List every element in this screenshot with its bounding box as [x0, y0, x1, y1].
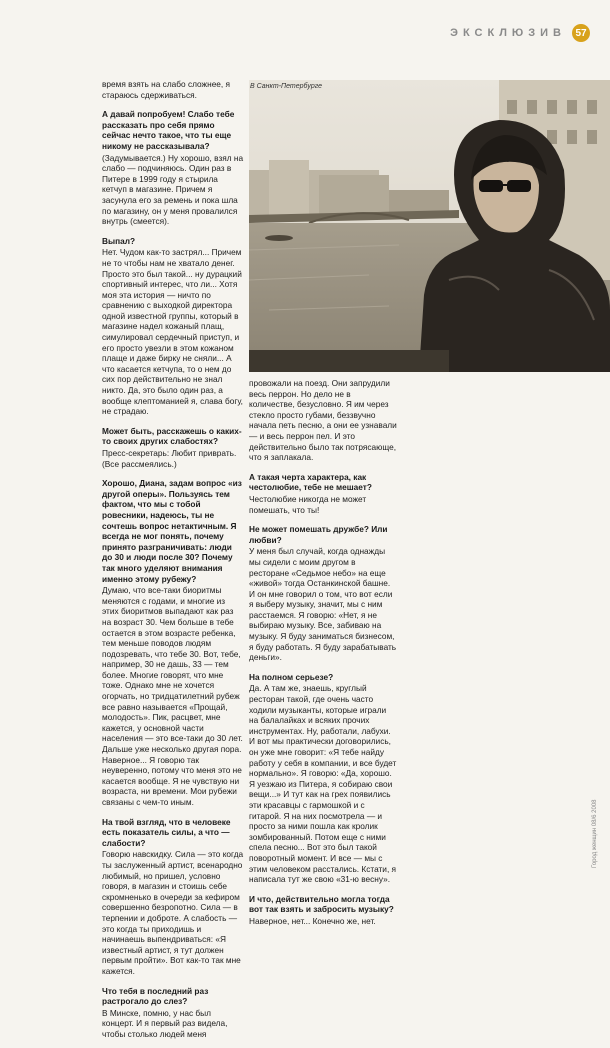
photo-singer-in-saint-petersburg [249, 80, 610, 372]
right-text-column [249, 378, 397, 936]
interview-answer: Нет. Чудом как-то застрял... Причем не то чтобы нам не хватало денег. Просто это был такой... ну дурацкий спортивный интерес, что ли... Хотя моя эта история — ничто по сравнению с выходкой директора одной известной группы, который в магазине надел кожаный плащ, симулировал сердечный приступ, и его просто увезли в этом кожаном плаще и даже бирку не сняли... А что касается кетчупа, то о нем до сих пор действительно не знал никто. Да, это было один раз, а вообще клептоманией я, слава богу, не страдаю. [102, 247, 243, 417]
interview-answer: время взять на слабо сложнее, я стараюсь сдерживаться. [102, 79, 231, 100]
interview-answer: В Минске, помню, у нас был концерт. И я первый раз видела, чтобы столько людей меня [102, 1007, 228, 1039]
interview-answer: Пресс-секретарь: Любит приврать. (Все рассмеялись.) [102, 448, 237, 469]
interview-answer: (Задумывается.) Ну хорошо, взял на слабо — подчиняюсь. Один раз в Питере в 1999 году я стырила кетчуп в магазине. Причем я засунула его за ремень и пока шла по магазину, он у меня провалился внутрь (смеется). [102, 152, 244, 227]
interview-question: На полном серьезе? [249, 671, 334, 682]
interview-question: А такая черта характера, как честолюбие, тебе не мешает? [249, 471, 372, 493]
page-header [450, 24, 590, 42]
interview-question: И что, действительно могла тогда вот так взять и забросить музыку? [249, 893, 394, 915]
interview-answer: Говорю навскидку. Сила — это когда ты заслуженный артист, всенародно любимый, но пришел, условно говоря, в магазин и стоишь себе скромненько в очереди за кефиром совершенно безропотно. Сила — в терпении и доброте. А слабость — это когда ты приходишь и начинаешь выпендриваться: «Я известный артист, я тут должен первым пройти». Вот как-то так мне кажется. [102, 849, 244, 976]
interview-answer: Наверное, нет... Конечно же, нет. [249, 915, 376, 926]
section-label: ЭКСКЛЮЗИВ [450, 27, 566, 39]
photo-caption: В Санкт-Петербурге [250, 83, 322, 90]
interview-question: На твой взгляд, что в человеке есть показатель силы, а что — слабости? [102, 816, 231, 848]
photo-illustration [249, 80, 610, 372]
interview-question: Выпал? [102, 235, 136, 246]
interview-question: А давай попробуем! Слабо тебе рассказать про себя прямо сейчас нечто такое, что ты еще никому не рассказывала? [102, 109, 235, 151]
magazine-issue-info: Город женщин 08/6 2008 [592, 799, 598, 868]
page-number: 57 [572, 24, 590, 42]
left-text-column [102, 79, 244, 1048]
interview-question: Не может помешать дружбе? Или любви? [249, 524, 388, 545]
interview-question: Что тебя в последний раз растрогало до слез? [102, 985, 209, 1007]
interview-question: Хорошо, Диана, задам вопрос «из другой оперы». Пользуясь тем фактом, что мы с тобой ровесники, надеюсь, ты не сочтешь вопрос нетактичным. Я всегда не мог понять, почему принято разграничивать: люди до 30 и люди после 30? Почему так много уделяют внимания именно этому рубежу? [102, 478, 242, 584]
interview-answer: У меня был случай, когда однажды мы сидели с моим другом в ресторане «Седьмое небо» на еще «живой» тогда Останкинской башне. И он мне говорил о том, что вот если я выберу музыку, значит, мы с ним расстаемся. Я говорю: «Нет, я не выбираю музыку. Все, забиваю на музыку. Я буду заниматься бизнесом, я буду работать. Я буду зарабатывать деньги». [249, 546, 397, 663]
interview-answer: Думаю, что все-таки биоритмы меняются с годами, и многие из этих биоритмов выпадают как раз на возраст 30. Чем больше в тебе остается в этом возрасте ребенка, тем меньше поводов людям подозревать, что тебе 30. Вот, тебе, например, 30 не дашь, 33 — тем более. Многие говорят, что мне тоже. Однако мне не хочется огорчать, но тридцатилетний рубеж все равно называется «Прощай, молодость». Пик, расцвет, мне кажется, у основной части населения — это все-таки до 30 лет. Дальше уже несколько другая пора. Наверное... Я говорю так неуверенно, потому что меня это не касается вообще. Я не чувствую ни возраста, ни времени. Мои рубежи связаны с чем-то иным. [102, 585, 243, 807]
interview-answer: Честолюбие никогда не может помешать, что ты! [249, 493, 367, 515]
interview-question: Может быть, расскажешь о каких-то своих других слабостях? [102, 425, 242, 447]
interview-answer: провожали на поезд. Они запрудили весь перрон. Но дело не в количестве, безусловно. Я им через стекло просто губами, беззвучно начала петь песню, а они ее узнавали — и весь перрон пел. И это действительно было так потрясающе, что я заплакала. [249, 378, 397, 463]
interview-answer: Да. А там же, знаешь, круглый ресторан такой, где очень часто ходили музыканты, которые играли на балалайках и всяких прочих инструментах. Ну, работали, лабухи. И вот мы практически договорились, он уже мне говорит: «Я тебе найду работу у себя в компании, и все будет нормально». Я говорю: «Да, хорошо. Я уезжаю из Питера, я собираю свои вещи...» И тут как на грех появились эти красавцы с гармошкой и с гитарой. Я на них посмотрела — и просто за ними пошла как кролик зомбированный. Потом еще с ними спела песню... Вот это был такой поворотный момент. И все — мы с этим человеком расстались. Кстати, я написала тут же свою «31-ю весну». [249, 683, 397, 885]
